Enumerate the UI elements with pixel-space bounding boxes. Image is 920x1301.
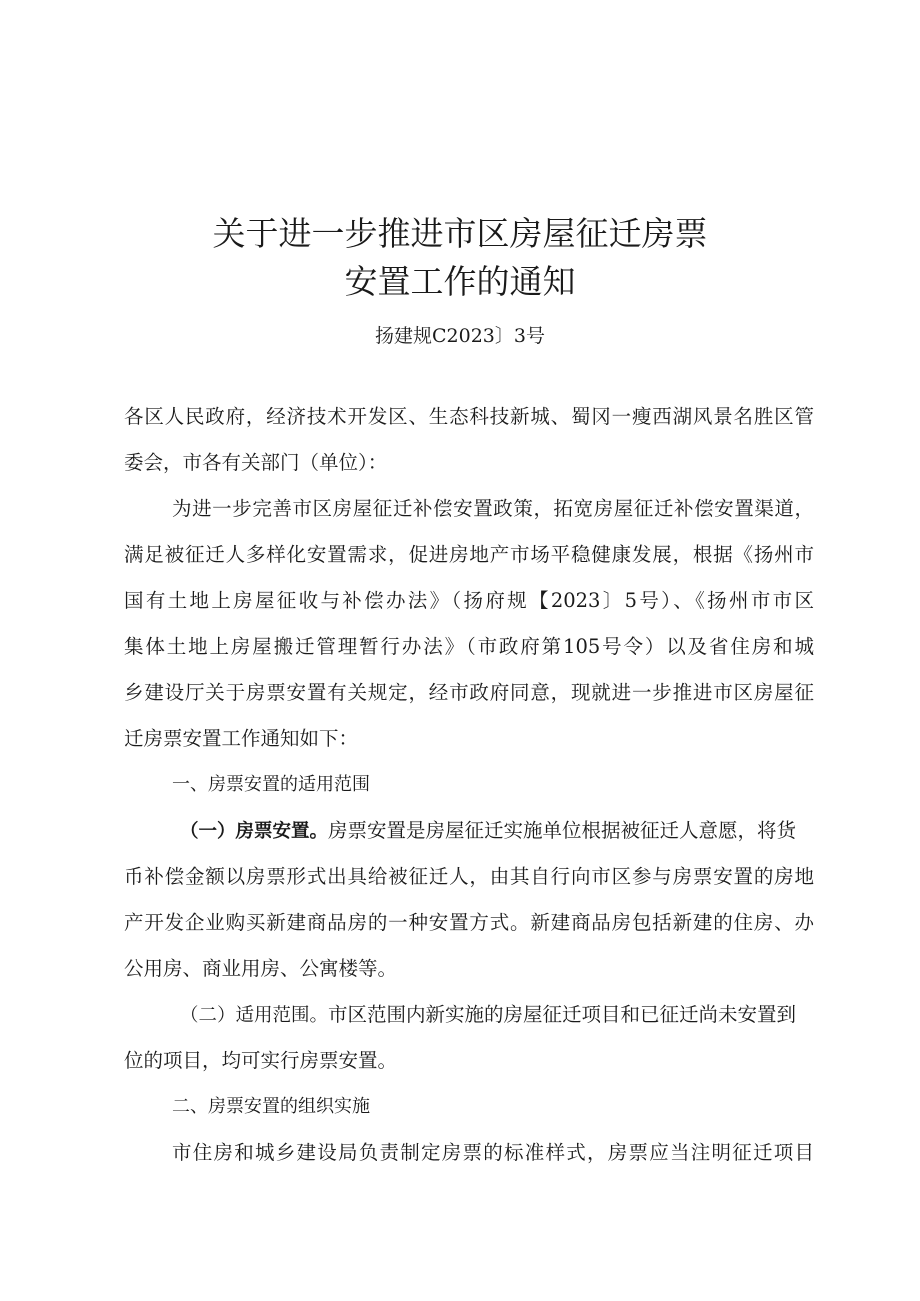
- document-title-line-1: 关于进一步推进市区房屋征迁房票: [212, 214, 708, 253]
- item-1-text-1: 房票安置是房屋征迁实施单位根据被征迁人意愿，将货: [328, 819, 797, 842]
- item-2-label: （二）适用范围。: [180, 1004, 329, 1025]
- intro-line-2: 满足被征迁人多样化安置需求，促进房地产市场平稳健康发展，根据《扬州市: [124, 543, 814, 566]
- addressee-line-1: 各区人民政府，经济技术开发区、生态科技新城、蜀冈一瘦西湖风景名胜区管: [124, 405, 814, 428]
- document-title-line-2: 安置工作的通知: [344, 262, 576, 301]
- intro-line-5: 乡建设厅关于房票安置有关规定，经市政府同意，现就进一步推进市区房屋征: [124, 681, 814, 704]
- item-2-first-line: [180, 1003, 796, 1027]
- intro-line-1: 为进一步完善市区房屋征迁补偿安置政策，拓宽房屋征迁补偿安置渠道，: [172, 497, 814, 520]
- addressee-line-2: 委会，市各有关部门（单位）：: [124, 451, 388, 474]
- section-2-heading: 二、房票安置的组织实施: [172, 1096, 370, 1116]
- item-1-line-2: 币补偿金额以房票形式出具给被征迁人，由其自行向市区参与房票安置的房地: [124, 865, 814, 888]
- intro-line-3: 国有土地上房屋征收与补偿办法》（扬府规【2023〕5号）、《扬州市市区: [124, 589, 814, 612]
- item-1-line-3: 产开发企业购买新建商品房的一种安置方式。新建商品房包括新建的住房、办: [124, 911, 814, 934]
- item-1-line-4: 公用房、商业用房、公寓楼等。: [124, 957, 398, 980]
- intro-line-4: 集体土地上房屋搬迁管理暂行办法》（市政府第105号令）以及省住房和城: [124, 635, 814, 658]
- section-1-heading: 一、房票安置的适用范围: [172, 774, 370, 794]
- item-2-text-1: 市区范围内新实施的房屋征迁项目和已征迁尚未安置到: [328, 1003, 797, 1026]
- intro-line-6: 迁房票安置工作通知如下：: [124, 727, 359, 750]
- item-1-first-line: [180, 819, 796, 843]
- item-1-label: （一）房票安置。: [180, 820, 329, 841]
- item-2-line-2: 位的项目，均可实行房票安置。: [124, 1049, 398, 1072]
- document-number: 扬建规C2023〕3号: [375, 325, 545, 347]
- section-2-line-1: 市住房和城乡建设局负责制定房票的标准样式，房票应当注明征迁项目: [172, 1141, 814, 1164]
